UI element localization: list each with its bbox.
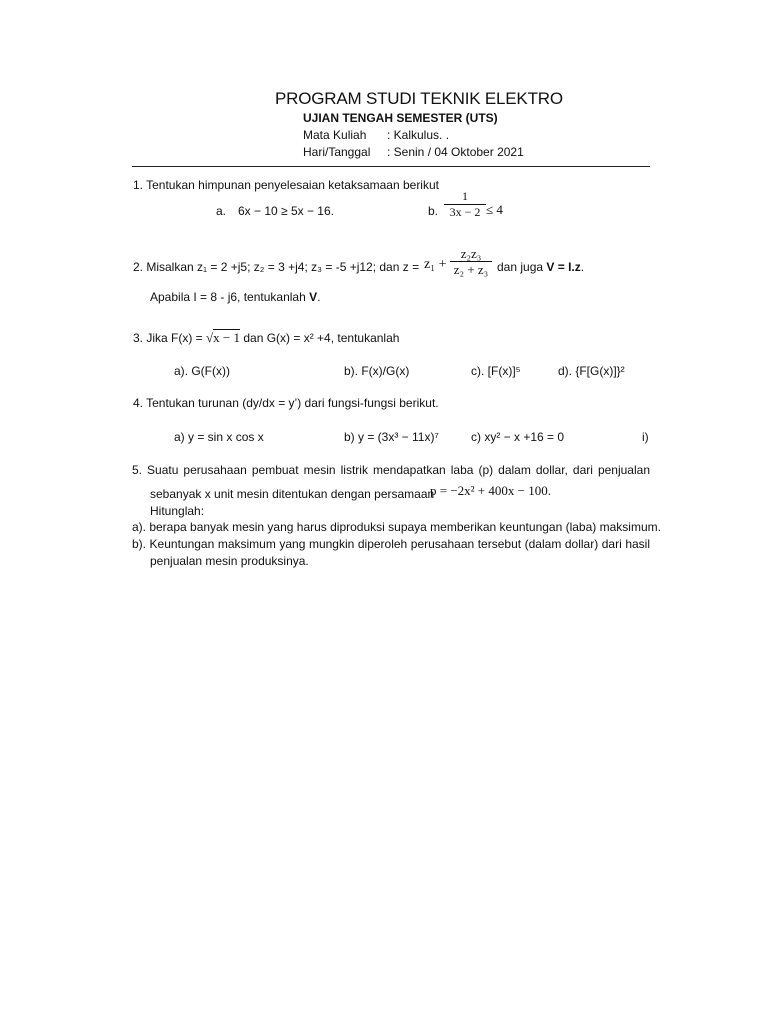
- q3-suffix: dan G(x) = x² +4, tentukanlah: [240, 331, 400, 345]
- q1-b-denominator: 3x − 2: [449, 205, 481, 219]
- course-label: Mata Kuliah: [303, 128, 367, 142]
- q4-option-d: i): [642, 430, 649, 444]
- question-4-text: 4. Tentukan turunan (dy/dx = y’) dari fungsi-fungsi berikut.: [133, 396, 439, 410]
- q5-part-b-line-2: penjualan mesin produksinya.: [150, 554, 309, 568]
- q3-prefix: 3. Jika F(x) =: [133, 331, 203, 345]
- question-5-line-2: sebanyak x unit mesin ditentukan dengan persamaan: [150, 487, 435, 501]
- q4-option-b: b) y = (3x³ − 11x)⁷: [344, 430, 439, 444]
- q4-option-a: a) y = sin x cos x: [174, 430, 264, 444]
- exam-subtitle: UJIAN TENGAH SEMESTER (UTS): [303, 111, 498, 125]
- q2-tail-text: dan juga: [497, 260, 544, 274]
- question-2-text: 2. Misalkan z₁ = 2 +j5; z₂ = 3 +j4; z₃ = -5 +j12; dan z =: [133, 260, 420, 274]
- sqrt-expression: √x − 1: [206, 330, 241, 345]
- q2-tail: [497, 260, 584, 274]
- period: .: [580, 260, 585, 274]
- question-5-line-1: 5. Suatu perusahaan pembuat mesin listrik mendapatkan laba (p) dalam dollar, dari penjualan: [132, 463, 650, 477]
- page-title: PROGRAM STUDI TEKNIK ELEKTRO: [275, 89, 563, 108]
- header-divider: [132, 166, 650, 167]
- q1-a-label: a.: [216, 204, 227, 218]
- q3-option-c: c). [F(x)]⁵: [471, 364, 521, 378]
- q2-numerator: z₂z₃: [460, 246, 482, 261]
- q1-b-numerator: 1: [462, 189, 468, 203]
- q1-b-fraction: [444, 189, 486, 220]
- sqrt-radicand: x − 1: [213, 330, 241, 345]
- q1-a-expression: 6x − 10 ≥ 5x − 16.: [238, 204, 334, 218]
- question-1-text: 1. Tentukan himpunan penyelesaian ketaksamaan berikut: [133, 178, 439, 192]
- q3-option-b: b). F(x)/G(x): [344, 364, 410, 378]
- q5-part-a: a). berapa banyak mesin yang harus diproduksi supaya memberikan keuntungan (laba) maksimum.: [132, 520, 661, 534]
- q2-line2-text: Apabila I = 8 - j6, tentukanlah: [150, 290, 306, 304]
- q2-fraction: [450, 246, 492, 277]
- q3-option-d: d). {F[G(x)]}²: [558, 364, 625, 378]
- question-3-text: [133, 330, 399, 346]
- profit-formula: p = −2x² + 400x − 100.: [430, 483, 551, 498]
- q2-line-2: [150, 290, 320, 304]
- q2-z1: z₁ +: [424, 257, 447, 272]
- date-value: : Senin / 04 Oktober 2021: [387, 145, 524, 159]
- date-label: Hari/Tanggal: [303, 145, 371, 159]
- q2-line2-bold: V: [309, 290, 318, 304]
- q4-option-c: c) xy² − x +16 = 0: [471, 430, 565, 444]
- q1-b-relation: ≤ 4: [486, 202, 503, 217]
- period: .: [317, 290, 321, 304]
- question-5-line-3: Hitunglah:: [150, 504, 205, 518]
- course-value: : Kalkulus. .: [387, 128, 450, 142]
- q1-b-label: b.: [428, 204, 439, 218]
- q5-part-b-line-1: b). Keuntungan maksimum yang mungkin diperoleh perusahaan tersebut (dalam dollar) dari hasil: [132, 537, 650, 551]
- q2-tail-bold: V = I.z: [546, 260, 581, 274]
- q3-option-a: a). G(F(x)): [174, 364, 230, 378]
- q2-denominator: z₂ + z₃: [453, 262, 489, 277]
